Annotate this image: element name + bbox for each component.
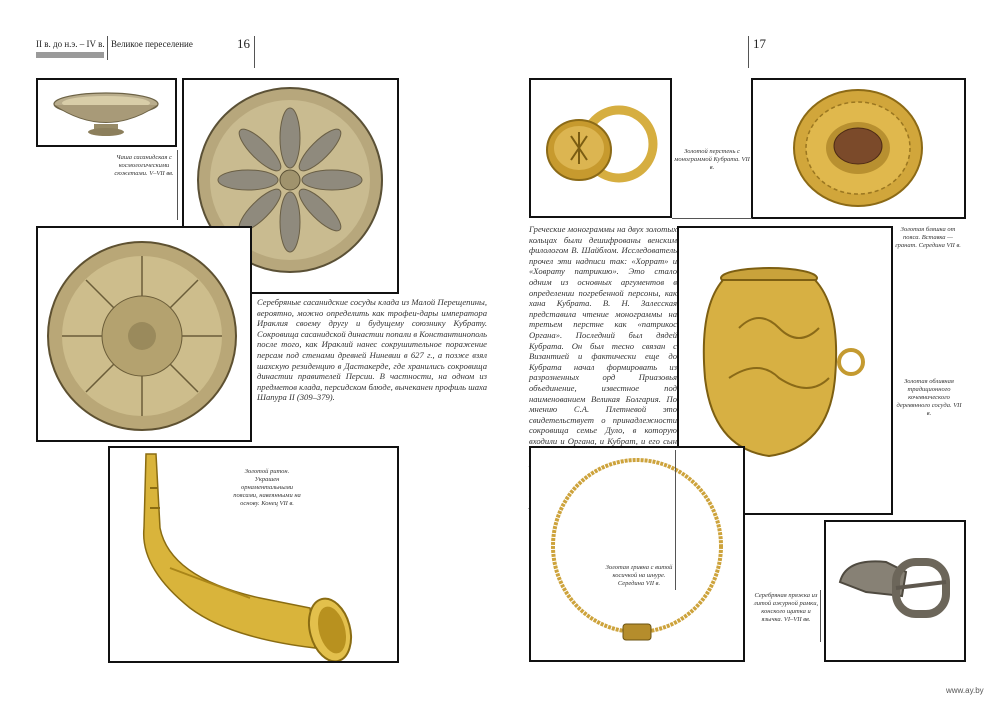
vessel-caption: Золотая обливная традиционного кочевнического деревянного сосуда. VII в.: [896, 378, 962, 417]
silver-dish-image: [38, 228, 250, 440]
ring-frame: [529, 78, 672, 218]
header-section: Великое переселение: [111, 39, 193, 49]
ring-caption: Золотой перстень с монограммой Кубрата. VII в.: [674, 148, 750, 171]
rule-ring-caption: [672, 218, 752, 219]
torque-caption: Золотая гривна с витой косичкой на шнуре. Середина VII в.: [605, 564, 673, 587]
watermark: www.ay.by: [946, 686, 984, 695]
bowl-image: [38, 80, 175, 145]
header-period: II в. до н.э. – IV в.: [36, 39, 105, 49]
silver-dish-frame: [36, 226, 252, 442]
page-number-right: 17: [753, 36, 766, 51]
rule-torque-caption: [675, 450, 676, 590]
bowl-photo-frame: [36, 78, 177, 147]
buckle-frame: [824, 520, 966, 662]
bowl-caption: Чаша сасанидская с космологическими сюжетами. V–VII вв.: [114, 154, 174, 177]
brooch-caption: Золотая бляшка от пояса. Вставка — гранат. Середина VII в.: [895, 226, 961, 249]
brooch-frame: [751, 78, 966, 219]
left-body-text: Серебряные сасанидские сосуды клада из Малой Перещепины, вероятно, можно определить как трофеи-дары императора Ираклия своему другу и будущему союзнику Кубрату. Сокровища сасанидской династии попали в Константинополь после того, как Ираклий нанес сокрушительное поражение персам под стенами древней Ниневии в 627 г., а позже взял шахскую резиденцию в Дастакерде, где хранились сокровища династии правителей Персии. В частности, на одном из предметов клада, персидском блюде, вычеканен профиль шаха Шапура II (309–379).: [257, 297, 487, 403]
rhyton-caption: Золотой ритон. Украшен орнаментальными поясами, навеянными на основу. Конец VII в.: [233, 468, 301, 507]
torque-image: [531, 448, 743, 660]
right-body-text: Греческие монограммы на двух золотых кольцах были дешифрованы венским филологом В. Шайблом. Исследователь прочел эти надписи так: «Хоррат» и «Ховрату патрикию». Это стало одним из основных аргументов в определении погребенной персоны, как хана Кубрата. В. Н. Залесская представила чтение монограммы на третьем перстне как «патрикос Органа». Последний был дядей Кубрата. Он был тесно связан с Византией и фактически еще до Кубрата начал формировать из разрозненных орд Приазовья объединение, известное под наименованием Великая Болгария. По мнению С.А. Плетневой это свидетельствует о принадлежности сокровища семье Дуло, в которую входили и Органа, и Кубрат, и его сын: [529, 224, 677, 446]
ring-image: [531, 80, 670, 216]
torque-frame: [529, 446, 745, 662]
rule-buckle-caption: [820, 590, 821, 642]
page-right-divider: [748, 36, 749, 68]
buckle-image: [826, 522, 964, 660]
page-number-left: 16: [237, 36, 250, 51]
caption-rule-left: [177, 150, 178, 220]
page-left-divider: [254, 36, 255, 68]
header-divider: [107, 36, 108, 60]
buckle-caption: Серебряная пряжка из литой ажурной рамки, конского щитка и язычка. VI–VII вв.: [753, 592, 819, 623]
brooch-image: [753, 80, 964, 217]
header-bar: [36, 52, 104, 58]
